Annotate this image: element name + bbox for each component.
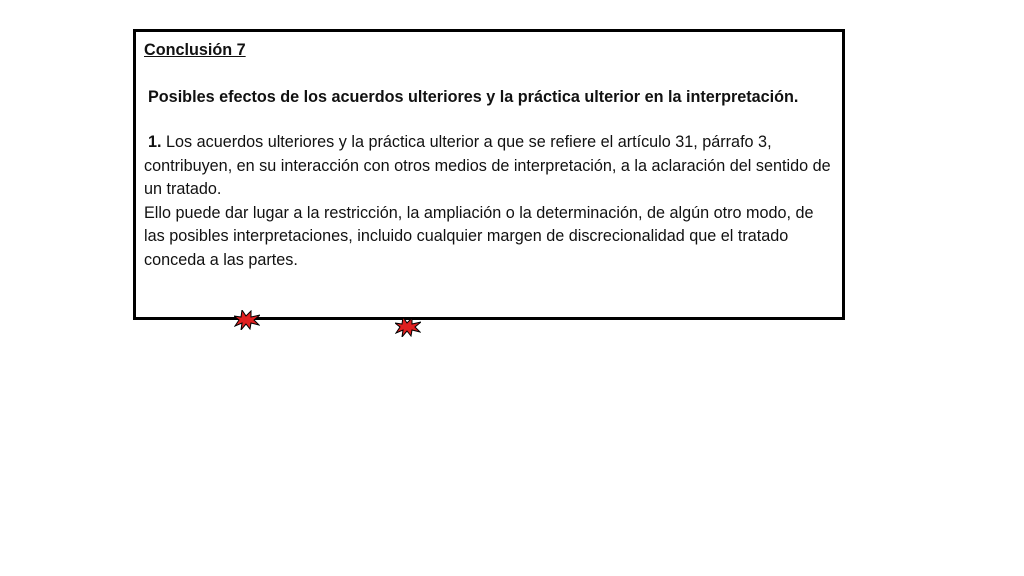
- conclusion-title: Conclusión 7: [144, 41, 246, 59]
- paragraph-1-text: Los acuerdos ulteriores y la práctica ulterior a que se refiere el artículo 31, párrafo 3, contribuyen, en su interacción con otros medios de interpretación, a la aclaración del sentido de un tratado.: [144, 133, 831, 198]
- paragraph-1: [144, 131, 836, 202]
- explosion-burst-icon: [395, 317, 421, 337]
- conclusion-heading: Posibles efectos de los acuerdos ulteriores y la práctica ulterior en la interpretación.: [148, 87, 799, 106]
- content-box: [133, 29, 845, 320]
- paragraph-number: 1.: [148, 133, 162, 151]
- paragraph-2: Ello puede dar lugar a la restricción, la ampliación o la determinación, de algún otro modo, de las posibles interpretaciones, incluido cualquier margen de discrecionalidad que el tratado conceda a las partes.: [144, 203, 814, 269]
- slide-content: [144, 39, 836, 272]
- explosion-burst-icon: [234, 310, 260, 330]
